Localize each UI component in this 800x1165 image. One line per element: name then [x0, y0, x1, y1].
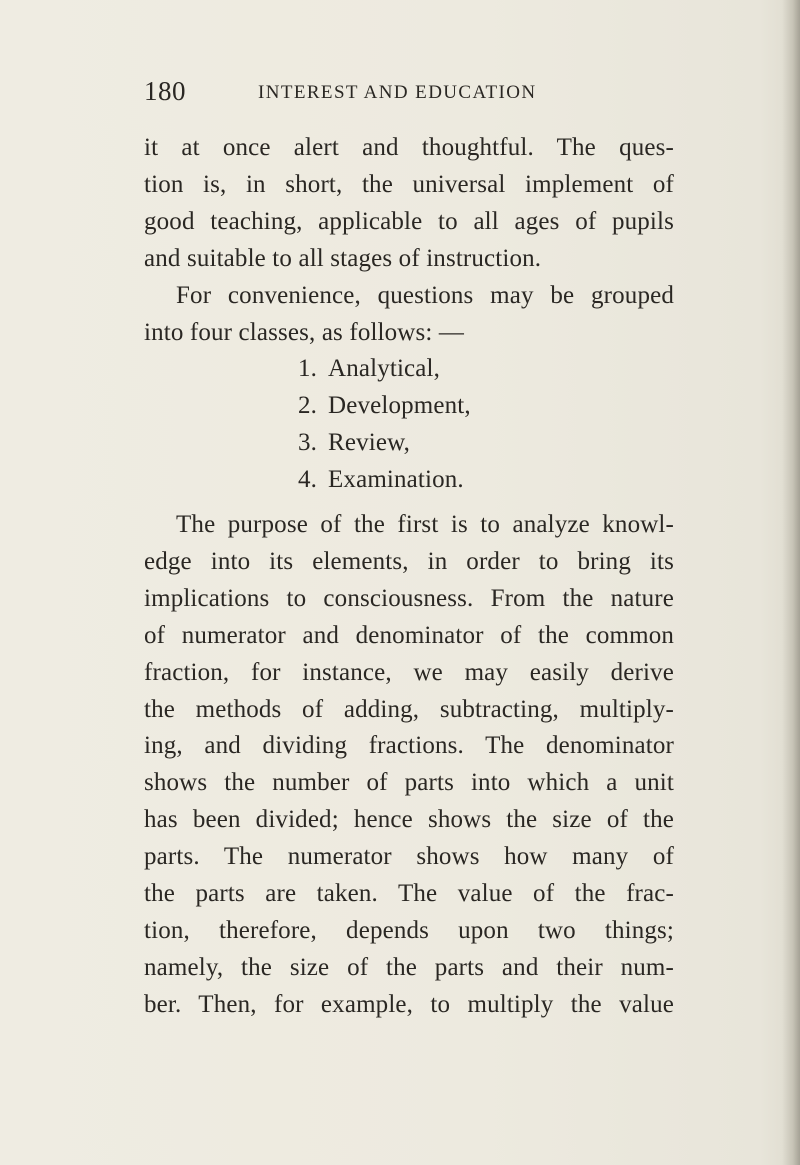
- text-line: fraction, for instance, we may easily derive: [144, 658, 674, 686]
- list-item: [144, 351, 674, 388]
- text-line: good teaching, applicable to all ages of pupils: [144, 207, 674, 235]
- paragraph-1: [144, 130, 674, 278]
- page-number: 180: [144, 76, 186, 106]
- list-item: [144, 388, 674, 425]
- spacer: [144, 499, 674, 507]
- text-line: tion, therefore, depends upon two things;: [144, 916, 674, 944]
- text-line: the methods of adding, subtracting, multiply-: [144, 695, 674, 723]
- list-item-label: Development,: [328, 392, 471, 420]
- list-item: [144, 462, 674, 499]
- running-title: INTEREST AND EDUCATION: [258, 82, 537, 103]
- page-header: [144, 76, 684, 116]
- text-line: it at once alert and thoughtful. The ques-: [144, 134, 674, 161]
- list-item: [144, 425, 674, 462]
- text-line: implications to consciousness. From the nature: [144, 584, 674, 612]
- text-line: of numerator and denominator of the common: [144, 621, 674, 649]
- list-item-label: Analytical,: [328, 355, 441, 383]
- list-item-number: 4.: [298, 466, 318, 494]
- text-line: The purpose of the first is to analyze knowl-: [176, 511, 674, 538]
- text-line: parts. The numerator shows how many of: [144, 843, 674, 871]
- body-text: [144, 130, 674, 1024]
- list-item-number: 2.: [298, 392, 318, 420]
- list-item-number: 3.: [298, 429, 318, 457]
- text-line: edge into its elements, in order to bring its: [144, 547, 674, 575]
- list-item-label: Examination.: [328, 466, 464, 494]
- page-edge-shadow: [782, 0, 800, 1165]
- paragraph-2: [144, 278, 674, 352]
- text-line: For convenience, questions may be grouped: [176, 281, 674, 309]
- list-item-label: Review,: [328, 429, 411, 457]
- text-line: ber. Then, for example, to multiply the value: [144, 990, 674, 1018]
- paragraph-3: [144, 507, 674, 1024]
- text-line: the parts are taken. The value of the frac-: [144, 880, 674, 908]
- text-line: tion is, in short, the universal implement of: [144, 170, 674, 198]
- text-line: ing, and dividing fractions. The denominator: [144, 732, 674, 760]
- text-line: into four classes, as follows: —: [144, 318, 465, 346]
- text-line: shows the number of parts into which a unit: [144, 769, 674, 797]
- list-item-number: 1.: [298, 355, 318, 383]
- text-line: namely, the size of the parts and their num-: [144, 953, 674, 981]
- text-line: has been divided; hence shows the size of the: [144, 806, 674, 834]
- question-classes-list: [144, 351, 674, 499]
- text-line: and suitable to all stages of instruction.: [144, 244, 542, 272]
